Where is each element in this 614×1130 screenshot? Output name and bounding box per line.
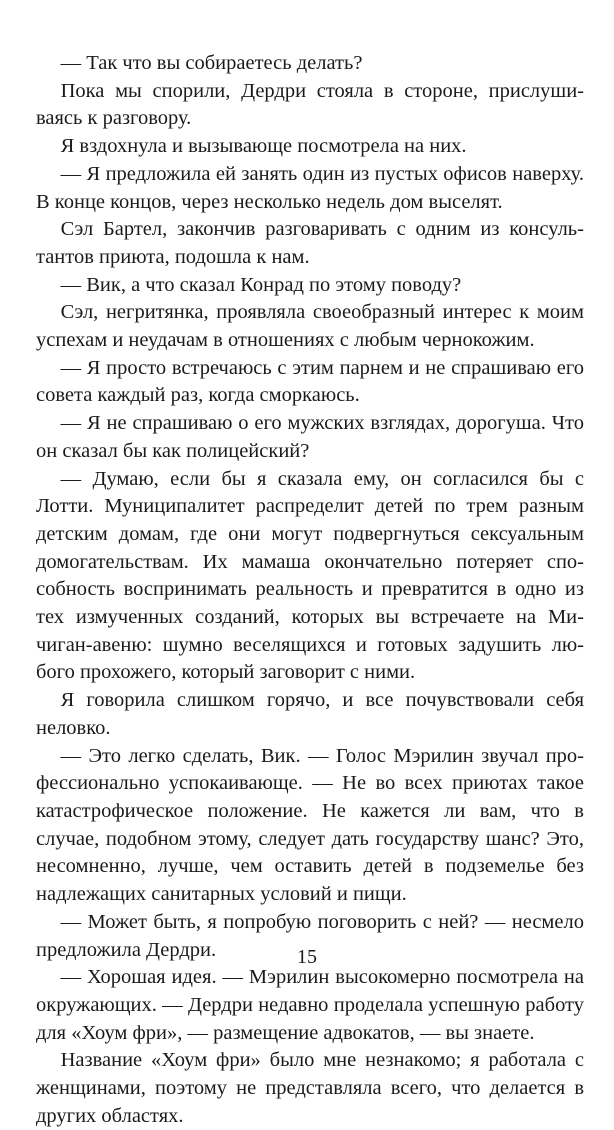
paragraph-14: — Хорошая идея. — Мэрилин высокомерно посмотрела на окружающих. — Дердри недавно проделала успешную работу для «Хоум фри», — размещение адвокатов, — вы знаете. (36, 966, 584, 1044)
paragraph-4: — Я предложила ей занять один из пустых офисов наверху. В конце концов, через несколько недель дом выселят. (36, 162, 584, 213)
paragraph-8: — Я просто встречаюсь с этим парнем и не спрашиваю его совета каждый раз, когда сморкаюсь. (36, 356, 584, 407)
page-number: 15 (297, 946, 317, 968)
paragraph-1: — Так что вы собираетесь делать? (60, 52, 363, 74)
paragraph-15: Название «Хоум фри» было мне незнакомо; я работала с женщинами, поэтому не представляла всего, что делается в других областях. (36, 1049, 584, 1127)
paragraph-3: Я вздохнула и вызывающе посмотрела на них. (60, 135, 467, 158)
paragraph-6: — Вик, а что сказал Конрад по этому поводу? (60, 273, 462, 296)
paragraph-5: Сэл Бартел, закончив разговаривать с одним из консультантов приюта, подошла к нам. (36, 218, 584, 268)
paragraph-13: — Может быть, я попробую поговорить с ней? — несмело предложила Дердри. (36, 910, 584, 961)
paragraph-10: — Думаю, если бы я сказала ему, он согласился бы с Лотти. Муниципалитет распределит детей по трем разным детским домам, где они могут подвергнуться сексуальным домогательствам. Их мамаша окончательно потеряет способность воспринимать реальность и превратится в одно из тех измученных созданий, которых вы встречаете на Мичиган-авеню: шумно веселящихся и готовых задушить любого прохожего, который заговорит с ними. (36, 467, 584, 684)
paragraph-7: Сэл, негритянка, проявляла своеобразный интерес к моим успехам и неудачам в отношениях с любым чернокожим. (36, 301, 584, 352)
paragraph-11: Я говорила слишком горячо, и все почувствовали себя неловко. (36, 689, 584, 739)
paragraph-2: Пока мы спорили, Дердри стояла в стороне, прислушиваясь к разговору. (36, 79, 584, 130)
paragraph-12: — Это легко сделать, Вик. — Голос Мэрилин звучал профессионально успокаивающе. — Не во всех приютах такое катастрофическое положение. Не кажется ли вам, что в случае, подобном этому, следует дать государству шанс? Это, несомненно, лучше, чем оставить детей в подземелье без надлежащих санитарных условий и пищи. (36, 744, 584, 906)
paragraph-9: — Я не спрашиваю о его мужских взглядах, дорогуша. Что он сказал бы как полицейский? (36, 412, 584, 462)
